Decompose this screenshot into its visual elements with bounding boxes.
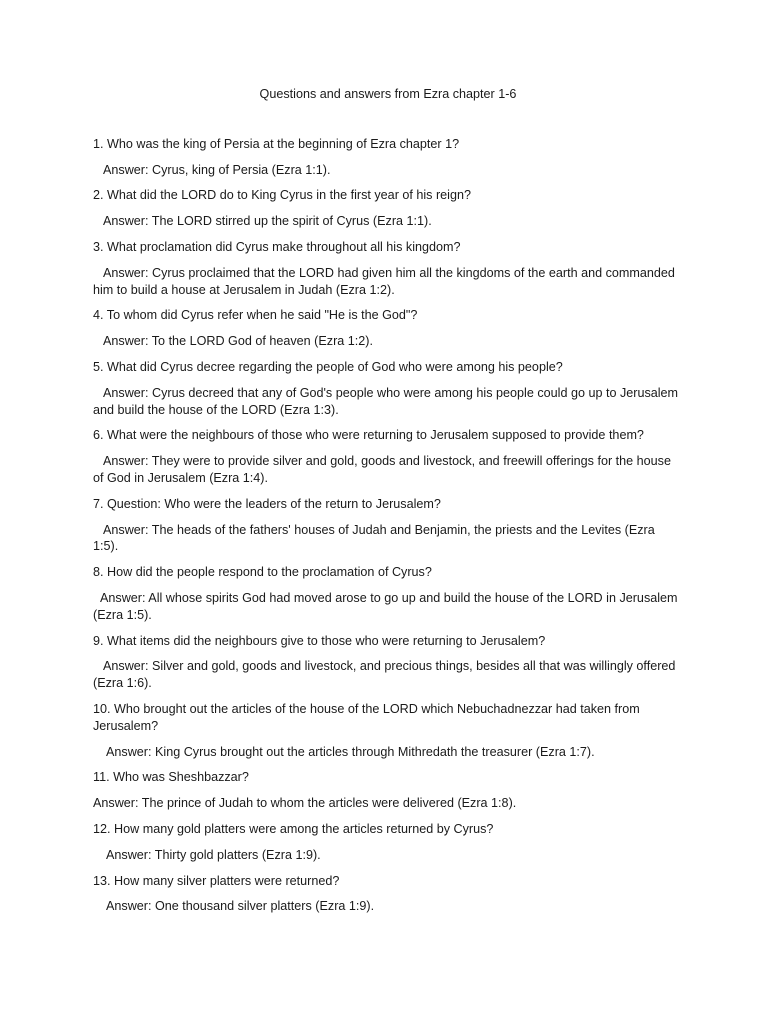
question-3: 3. What proclamation did Cyrus make throughout all his kingdom? — [93, 239, 461, 254]
question-9: 9. What items did the neighbours give to those who were returning to Jerusalem? — [93, 633, 546, 648]
answer-5-text: Answer: Cyrus decreed that any of God's people who were among his people could go up to Jerusalem and build the house of the LORD (Ezra 1:3). — [93, 385, 679, 417]
answer-9-text: Answer: Silver and gold, goods and livestock, and precious things, besides all that was willingly offered (Ezra 1:6). — [93, 659, 676, 691]
question-4: 4. To whom did Cyrus refer when he said "He is the God"? — [93, 308, 418, 323]
answer-11: Answer: The prince of Judah to whom the articles were delivered (Ezra 1:8). — [93, 796, 517, 811]
answer-9 — [93, 658, 683, 692]
question-1: 1. Who was the king of Persia at the beginning of Ezra chapter 1? — [93, 136, 460, 151]
answer-7 — [93, 522, 683, 556]
question-2: 2. What did the LORD do to King Cyrus in the first year of his reign? — [93, 188, 471, 203]
answer-8 — [93, 590, 683, 624]
question-10: 10. Who brought out the articles of the house of the LORD which Nebuchadnezzar had taken from Jerusalem? — [93, 701, 640, 733]
qa-list — [93, 136, 683, 915]
question-5: 5. What did Cyrus decree regarding the people of God who were among his people? — [93, 359, 563, 374]
answer-4: Answer: To the LORD God of heaven (Ezra 1:2). — [103, 334, 373, 349]
document-page — [93, 86, 683, 924]
answer-12: Answer: Thirty gold platters (Ezra 1:9). — [106, 847, 321, 862]
answer-2: Answer: The LORD stirred up the spirit of Cyrus (Ezra 1:1). — [103, 214, 432, 229]
answer-10: Answer: King Cyrus brought out the articles through Mithredath the treasurer (Ezra 1:7). — [106, 744, 595, 759]
answer-7-text: Answer: The heads of the fathers' houses of Judah and Benjamin, the priests and the Levites (Ezra 1:5). — [93, 522, 655, 554]
question-12: 12. How many gold platters were among the articles returned by Cyrus? — [93, 821, 494, 836]
question-8: 8. How did the people respond to the proclamation of Cyrus? — [93, 565, 432, 580]
answer-6 — [93, 453, 683, 487]
answer-8-text: Answer: All whose spirits God had moved arose to go up and build the house of the LORD in Jerusalem (Ezra 1:5). — [93, 590, 678, 622]
document-title: Questions and answers from Ezra chapter 1-6 — [259, 87, 517, 101]
question-6: 6. What were the neighbours of those who were returning to Jerusalem supposed to provide them? — [93, 428, 644, 443]
question-13: 13. How many silver platters were returned? — [93, 873, 340, 888]
answer-5 — [93, 385, 683, 419]
answer-3-text: Answer: Cyrus proclaimed that the LORD had given him all the kingdoms of the earth and commanded him to build a house at Jerusalem in Judah (Ezra 1:2). — [93, 265, 675, 297]
answer-3 — [93, 265, 683, 299]
answer-1: Answer: Cyrus, king of Persia (Ezra 1:1). — [103, 162, 331, 177]
question-7: 7. Question: Who were the leaders of the return to Jerusalem? — [93, 496, 441, 511]
answer-13: Answer: One thousand silver platters (Ezra 1:9). — [106, 899, 375, 914]
question-11: 11. Who was Sheshbazzar? — [93, 770, 249, 785]
answer-6-text: Answer: They were to provide silver and gold, goods and livestock, and freewill offerings for the house of God in Jerusalem (Ezra 1:4). — [93, 454, 671, 485]
